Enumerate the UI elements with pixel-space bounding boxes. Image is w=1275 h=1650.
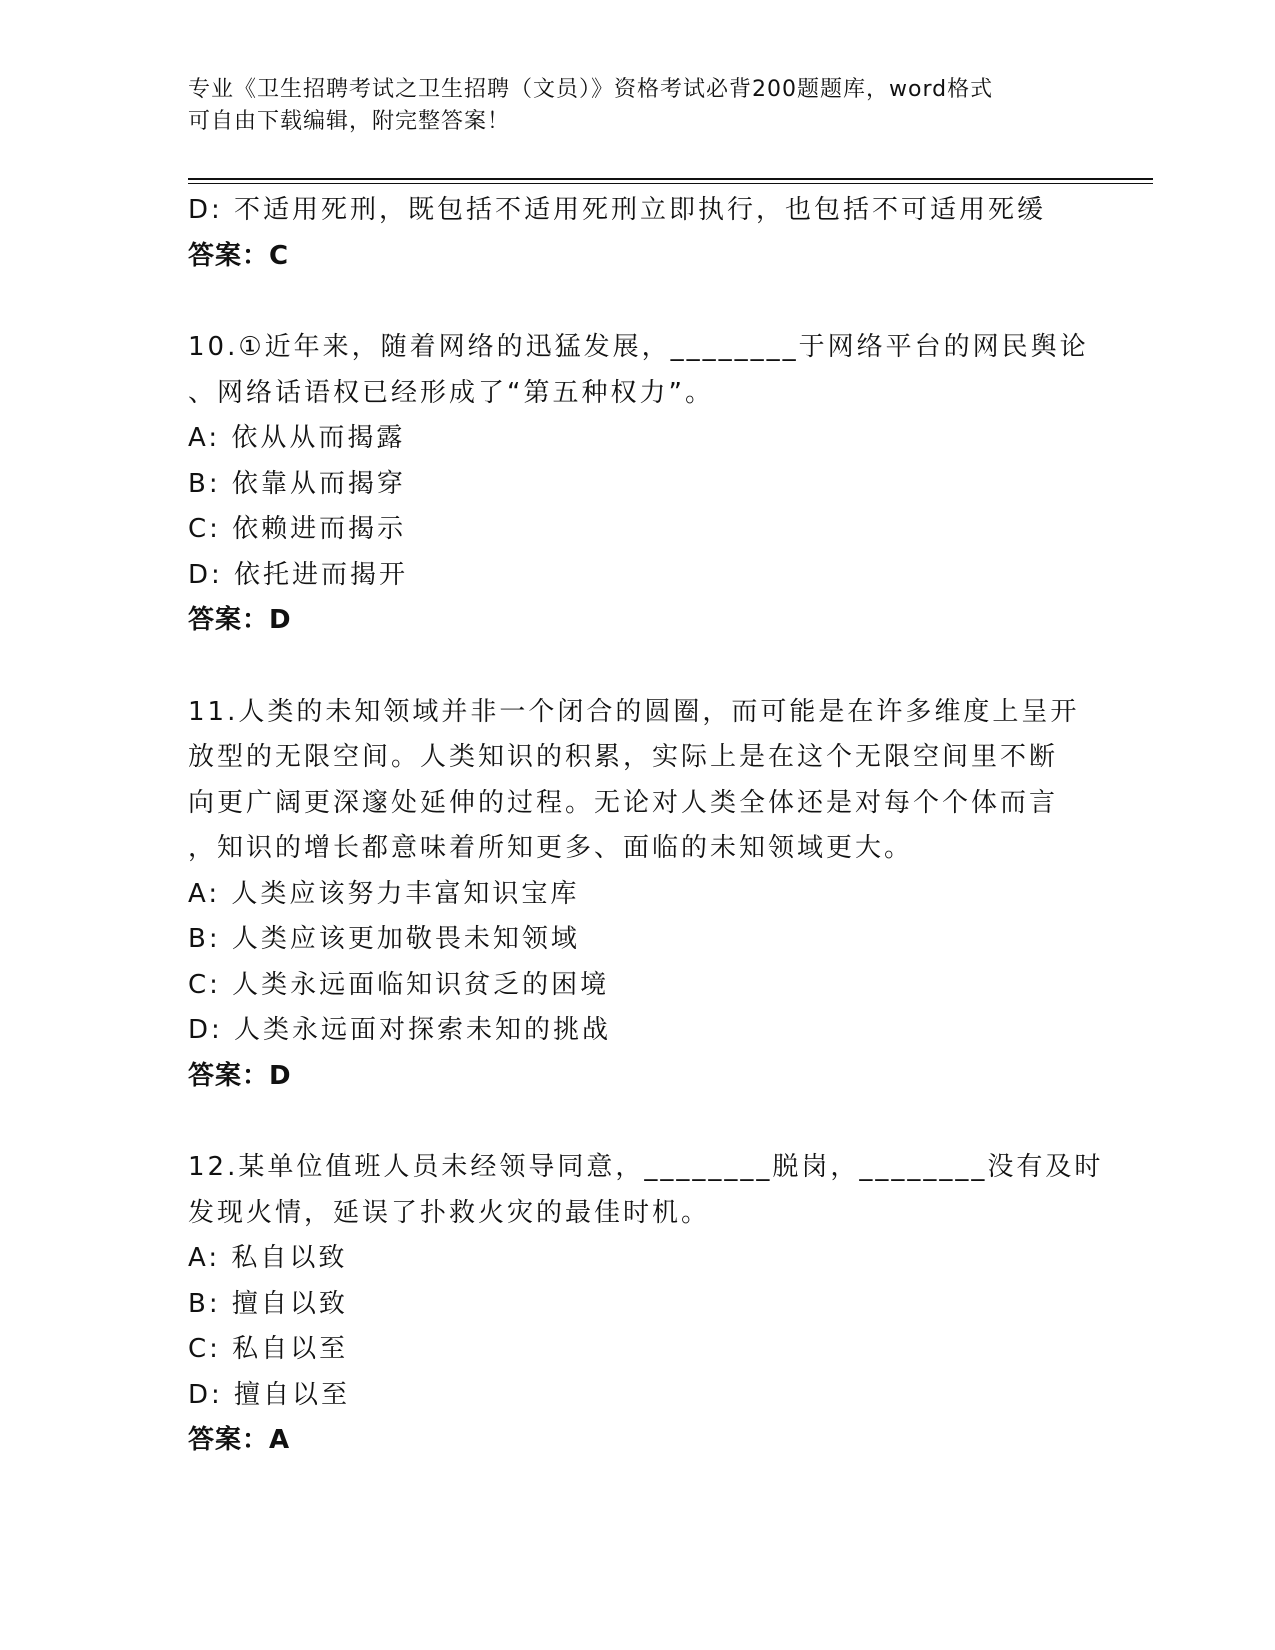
question-stem-line: 放型的无限空间。人类知识的积累，实际上是在这个无限空间里不断	[188, 742, 1059, 772]
option-c: C: 依赖进而揭示	[188, 514, 407, 544]
question-stem-line: 发现火情，延误了扑救火灾的最佳时机。	[188, 1197, 711, 1228]
question-11	[188, 690, 1088, 1100]
option-a: A: 私自以致	[188, 1243, 348, 1273]
header-rule-thin	[188, 183, 1153, 184]
header-rule-thick	[188, 178, 1153, 180]
option-b: B: 人类应该更加敬畏未知领域	[188, 924, 580, 954]
question-12	[188, 1145, 1104, 1464]
option-d: D: 擅自以至	[188, 1379, 351, 1410]
prev-option-d: D: 不适用死刑，既包括不适用死刑立即执行，也包括不可适用死缓	[188, 195, 1047, 225]
answer: 答案：A	[188, 1425, 291, 1455]
question-stem-line: 向更广阔更深邃处延伸的过程。无论对人类全体还是对每个个体而言	[188, 787, 1059, 818]
question-stem-line: 10.①近年来，随着网络的迅猛发展，________于网络平台的网民舆论	[188, 332, 1089, 362]
option-a: A: 依从从而揭露	[188, 423, 406, 453]
option-c: C: 私自以至	[188, 1334, 349, 1364]
option-c: C: 人类永远面临知识贫乏的困境	[188, 969, 610, 1000]
answer: 答案：D	[188, 605, 292, 635]
question-stem-line: 12.某单位值班人员未经领导同意，________脱岗，________没有及时	[188, 1152, 1104, 1182]
header-title-line-2: 可自由下载编辑，附完整答案！	[188, 109, 511, 134]
option-d: D: 人类永远面对探索未知的挑战	[188, 1015, 612, 1045]
option-b: B: 依靠从而揭穿	[188, 468, 406, 499]
question-content	[188, 188, 1104, 1464]
spacer	[188, 644, 1088, 690]
header-title-line-1: 专业《卫生招聘考试之卫生招聘（文员）》资格考试必背200题题库，word格式	[188, 77, 994, 102]
option-b: B: 擅自以致	[188, 1288, 348, 1319]
document-header	[188, 74, 1068, 138]
answer: 答案：D	[188, 1060, 292, 1091]
question-stem-line: 、网络话语权已经形成了“第五种权力”。	[188, 377, 714, 408]
spacer	[188, 279, 1088, 325]
spacer	[188, 1099, 1088, 1145]
question-stem-line: ，知识的增长都意味着所知更多、面临的未知领域更大。	[188, 833, 914, 863]
question-stem-line: 11.人类的未知领域并非一个闭合的圆圈，而可能是在许多维度上呈开	[188, 696, 1080, 727]
prev-answer: 答案：C	[188, 240, 290, 271]
option-d: D: 依托进而揭开	[188, 559, 409, 590]
question-10	[188, 325, 1088, 644]
option-a: A: 人类应该努力丰富知识宝库	[188, 878, 580, 909]
